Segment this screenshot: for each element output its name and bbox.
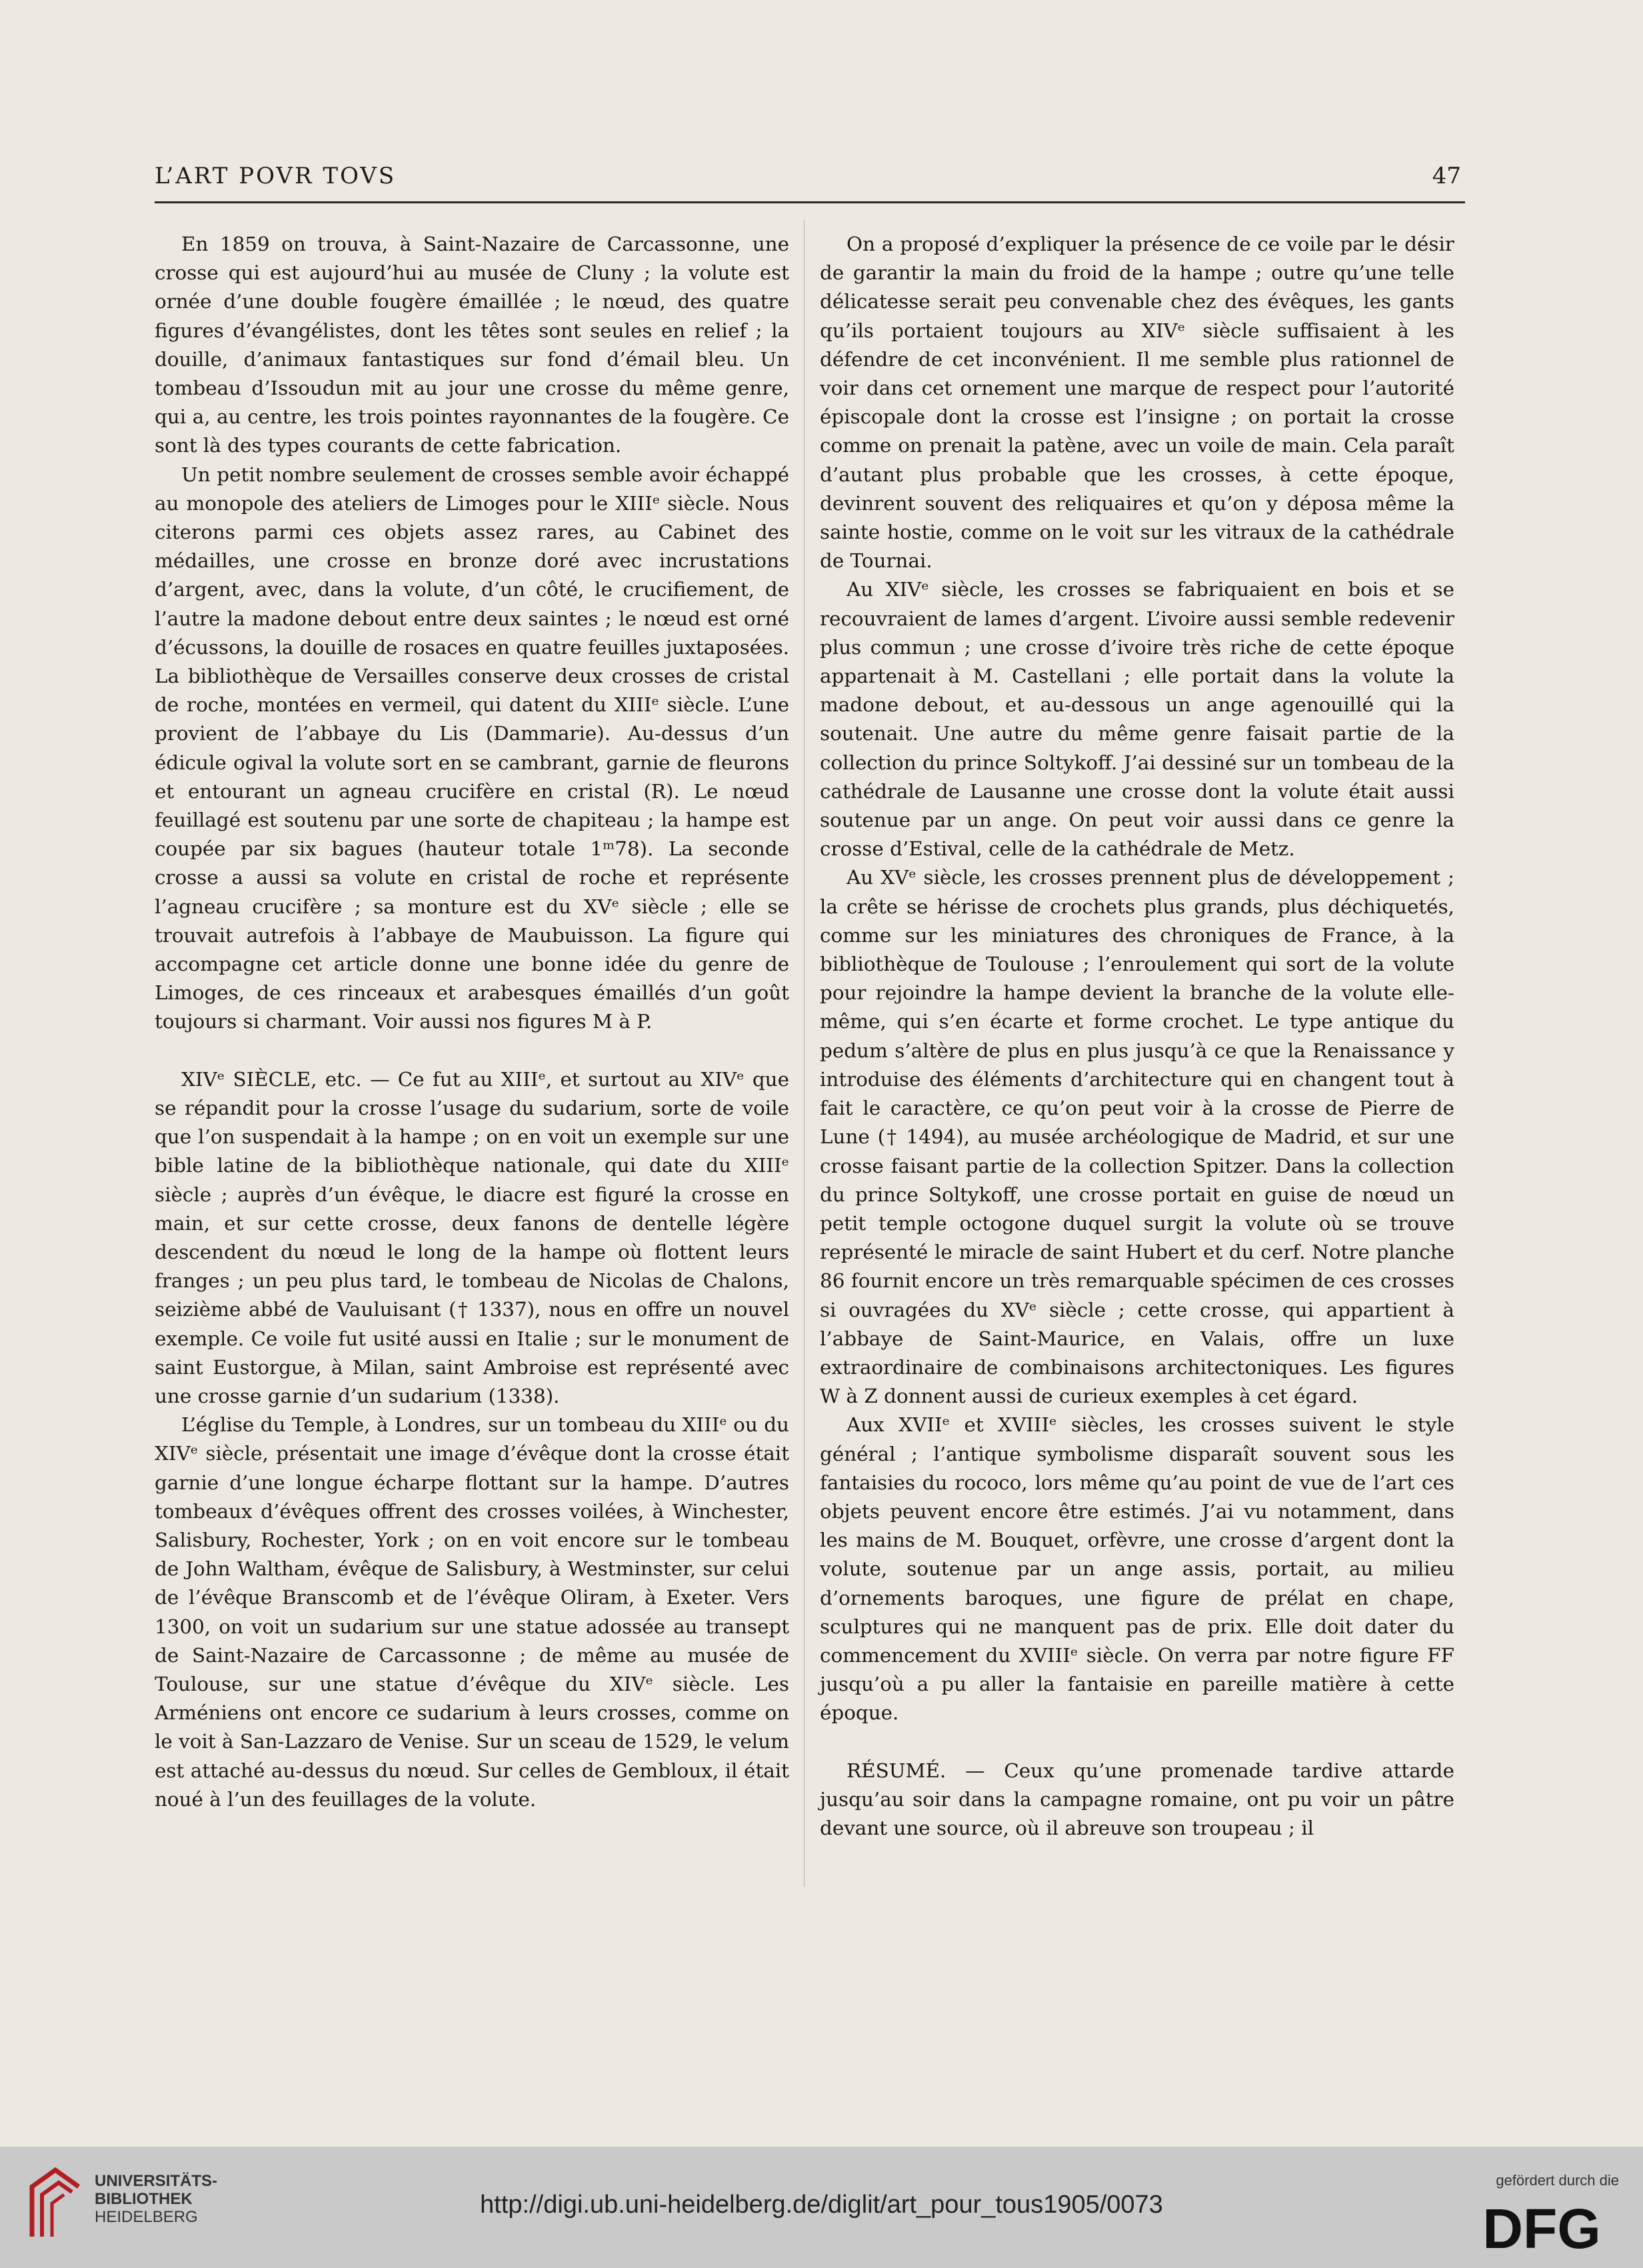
running-title: L’ART POVR TOVS (155, 163, 397, 189)
header-rule (155, 201, 1465, 203)
paragraph: Au XVᵉ siècle, les crosses prennent plus de développement ; la crête se hérisse de crochets plus grands, plus déchiquetés, comme sur les miniatures des chroniques de France, à la bibliothèque de Toulouse ; l’enroulement qui sort de la volute pour rejoindre la hampe devient la branche de la volute elle-même, qui s’en écarte et forme crochet. Le type antique du pedum s’altère de plus en plus jusqu’à ce que la Renaissance y introduise des éléments d’architecture qui en changent tout à fait le caractère, ce qu’on peut voir à la crosse de Pierre de Lune († 1494), au musée archéologique de Madrid, et sur une crosse faisant partie de la collection Spitzer. Dans la collection du prince Soltykoff, une crosse portait en guise de nœud un petit temple octogone duquel surgit la volute où se trouve représenté le miracle de saint Hubert et du cerf. Notre planche 86 fournit encore un très remarquable spécimen de ces crosses si ouvragées du XVᵉ siècle ; cette crosse, qui appartient à l’abbaye de Saint-Maurice, en Valais, offre un luxe extraordinaire de combinaisons architectoniques. Les figures W à Z donnent aussi de curieux exemples à cet égard. (820, 866, 1454, 1408)
source-url-link[interactable]: http://digi.ub.uni-heidelberg.de/diglit/art_pour_tous1905/0073 (480, 2191, 1163, 2219)
library-name-line: BIBLIOTHEK (95, 2190, 193, 2208)
paragraph: Un petit nombre seulement de crosses semble avoir échappé au monopole des ateliers de Limoges pour le XIIIᵉ siècle. Nous citerons parmi ces objets assez rares, au Cabinet des médailles, une crosse en bronze doré avec incrustations d’argent, avec, dans la volute, d’un côté, le crucifiement, de l’autre la madone debout entre deux saintes ; le nœud est orné d’écussons, la douille de rosaces en quatre feuilles juxtaposées. La bibliothèque de Versailles conserve deux crosses de cristal de roche, montées en vermeil, qui datent du XIIIᵉ siècle. L’une provient de l’abbaye du Lis (Dammarie). Au-dessus d’un édicule ogival la volute sort en se cambrant, garnie de fleurons et entourant un agneau crucifère en cristal (R). Le nœud feuillagé est soutenu par une sorte de chapiteau ; la hampe est coupée par six bagues (hauteur totale 1ᵐ78). La seconde crosse a aussi sa volute en cristal de roche et représente l’agneau crucifère ; sa monture est du XVᵉ siècle ; elle se trouvait autrefois à l’abbaye de Maubuisson. La figure qui accompagne cet article donne une bonne idée du genre de Limoges, de ces rinceaux et arabesques émaillés d’un goût toujours si charmant. Voir aussi nos figures M à P. (155, 463, 789, 1033)
library-name-line: HEIDELBERG (95, 2208, 198, 2226)
left-column (155, 230, 789, 1814)
library-name-line: UNIVERSITÄTS- (95, 2172, 218, 2190)
paragraph: XIVᵉ SIÈCLE, etc. — Ce fut au XIIIᵉ, et surtout au XIVᵉ que se répandit pour la crosse l’usage du sudarium, sorte de voile que l’on suspendait à la hampe ; on en voit un exemple sur une bible latine de la bibliothèque nationale, qui date du XIIIᵉ siècle ; auprès d’un évêque, le diacre est figuré la crosse en main, et sur cette crosse, deux fanons de dentelle légère descendent du nœud le long de la hampe où flottent leurs franges ; un peu plus tard, le tombeau de Nicolas de Chalons, seizième abbé de Vauluisant († 1337), nous en offre un nouvel exemple. Ce voile fut usité aussi en Italie ; sur le monument de saint Eustorgue, à Milan, saint Ambroise est représenté avec une crosse garnie d’un sudarium (1338). (155, 1067, 789, 1407)
dfg-logo-text: DFG (1482, 2199, 1601, 2253)
paragraph: Au XIVᵉ siècle, les crosses se fabriquaient en bois et se recouvraient de lames d’argent. L’ivoire aussi semble redevenir plus commun ; une crosse d’ivoire très riche de cette époque appartenait à M. Castellani ; elle portait dans la volute la madone debout, et au-dessous un ange agenouillé qui la soutenait. Une autre du même genre faisait partie de la collection du prince Soltykoff. J’ai dessiné sur un tombeau de la cathédrale de Lausanne une crosse dont la volute était aussi soutenue par un ange. On peut voir aussi dans ce genre la crosse d’Estival, celle de la cathédrale de Metz. (820, 578, 1454, 861)
dfg-logo-icon[interactable] (1462, 2199, 1622, 2253)
paragraph: L’église du Temple, à Londres, sur un tombeau du XIIIᵉ ou du XIVᵉ siècle, présentait une image d’évêque dont la crosse était garnie d’une longue écharpe flottant sur la hampe. D’autres tombeaux d’évêques offrent des crosses voilées, à Winchester, Salisbury, Rochester, York ; on en voit encore sur le tombeau de John Waltham, évêque de Salisbury, à Westminster, sur celui de l’évêque Branscomb et de l’évêque Oliram, à Exeter. Vers 1300, on voit un sudarium sur une statue adossée au transept de Saint-Nazaire de Carcassonne ; de même au musée de Toulouse, sur une statue d’évêque du XIVᵉ siècle. Les Arméniens ont encore ce sudarium à leurs crosses, comme on le voit à San-Lazzaro de Venise. Sur un sceau de 1529, le velum est attaché au-dessus du nœud. Sur celles de Gembloux, il était noué à l’un des feuillages de la volute. (155, 1413, 789, 1811)
paragraph: RÉSUMÉ. — Ceux qu’une promenade tardive attarde jusqu’au soir dans la campagne romaine, ont pu voir un pâtre devant une source, où il abreuve son troupeau ; il (820, 1759, 1454, 1839)
page-number: 47 (1432, 163, 1461, 189)
paragraph: En 1859 on trouva, à Saint-Nazaire de Carcassonne, une crosse qui est aujourd’hui au musée de Cluny ; la volute est ornée d’une double fougère émaillée ; le nœud, des quatre figures d’évangélistes, dont les têtes sont seules en relief ; la douille, d’animaux fantastiques sur fond d’émail bleu. Un tombeau d’Issoudun mit au jour une crosse du même genre, qui a, au centre, les trois pointes rayonnantes de la fougère. Ce sont là des types courants de cette fabrication. (155, 233, 789, 457)
funder-label: gefördert durch die (1496, 2172, 1619, 2189)
digitization-footer (0, 2147, 1643, 2268)
paragraph: On a proposé d’expliquer la présence de ce voile par le désir de garantir la main du froid de la hampe ; outre qu’une telle délicatesse serait peu convenable chez des évêques, les gants qu’ils portaient toujours au XIVᵉ siècle suffisaient à les défendre de cet inconvénient. Il me semble plus rationnel de voir dans cet ornement une marque de respect pour l’autorité épiscopale dont la crosse est l’insigne ; on portait la crosse comme on prenait la patène, avec un voile de main. Cela paraît d’autant plus probable que les crosses, à cette époque, devinrent souvent des reliquaires et qu’on y déposa même la sainte hostie, comme on le voit sur les vitraux de la cathédrale de Tournai. (820, 233, 1454, 573)
right-column (820, 230, 1454, 1843)
paragraph: Aux XVIIᵉ et XVIIIᵉ siècles, les crosses suivent le style général ; l’antique symbolisme disparaît souvent sous les fantaisies du rococo, lors même qu’au point de vue de l’art ces objets peuvent encore être estimés. J’ai vu notamment, dans les mains de M. Bouquet, orfèvre, une crosse d’argent dont la volute, soutenue par un ange assis, portait, au milieu d’ornements baroques, une figure de prélat en chape, sculptures qui ne manquent pas de prix. Elle doit dater du commencement du XVIIIᵉ siècle. On verra par notre figure FF jusqu’où a pu aller la fantaisie en pareille matière à cette époque. (820, 1413, 1454, 1725)
page-header (155, 163, 1461, 203)
column-divider (804, 220, 805, 1887)
